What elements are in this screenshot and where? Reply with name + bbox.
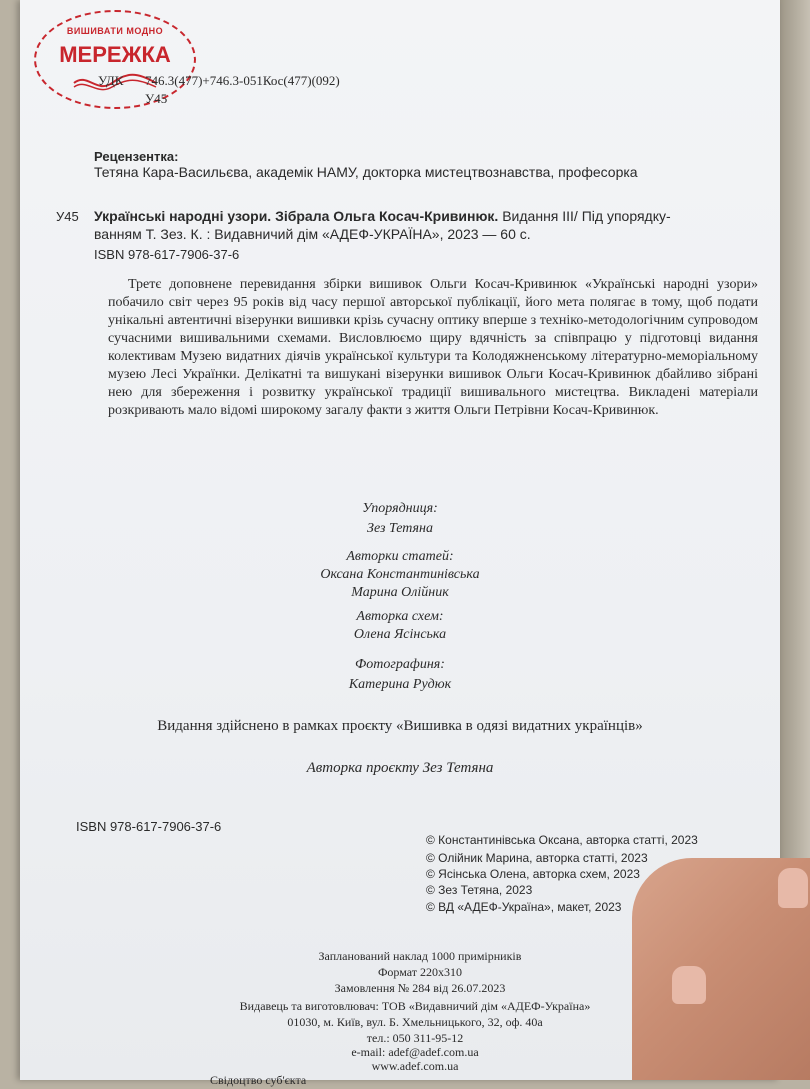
- authors-label: Авторки статей:: [346, 549, 454, 564]
- logo-tagline: ВИШИВАТИ МОДНО: [66, 26, 164, 36]
- logo-name: МЕРЕЖКА: [59, 42, 171, 67]
- record-title: Українські народні узори. Зібрала Ольга Косач-Кривинюк.: [94, 208, 499, 224]
- record-isbn: ISBN 978-617-7906-37-6: [94, 247, 240, 262]
- website: www.adef.com.ua: [371, 1059, 459, 1073]
- reviewer-text: Тетяна Кара-Васильєва, академік НАМУ, докторка мистецтвознавства, професорка: [94, 164, 638, 180]
- copyright-line: © Зез Тетяна, 2023: [426, 883, 533, 897]
- udk-code: 746.3(477)+746.3-051Кос(477)(092): [145, 73, 340, 88]
- compiler-name: Зез Тетяна: [367, 521, 433, 536]
- fingernail: [672, 966, 706, 1004]
- record-cutter: У45: [56, 209, 79, 224]
- author-1: Оксана Константинівська: [320, 567, 480, 582]
- photo-name: Катерина Рудюк: [348, 677, 452, 692]
- project-line: Видання здійснено в рамках проєкту «Вишивка в одязі видатних українців»: [157, 718, 643, 734]
- watermark-logo: [34, 10, 196, 109]
- project-author: Авторка проєкту Зез Тетяна: [306, 760, 494, 776]
- fingernail: [778, 868, 808, 908]
- copyright-line: © Олійник Марина, авторка статті, 2023: [426, 851, 648, 865]
- copyright-line: © Константинівська Оксана, авторка статті, 2023: [426, 833, 698, 847]
- author-2: Марина Олійник: [351, 585, 449, 600]
- address: 01030, м. Київ, вул. Б. Хмельницького, 32, оф. 40а: [287, 1015, 543, 1029]
- abstract-paragraph: Третє доповнене перевидання збірки вишивок Ольги Косач-Кривинюк «Українські народні узори» побачило світ через 95 років від часу першої авторської публікації, його мета полягає в тому, щоб подати унікальні автентичні візерунки вишивки крізь сучасну оптику вперше з техніко-методологічним супроводом сучасними вишивальними схемами. Висловлюємо щиру вдячність за співпрацю у підготовці видання колективам Музею видатних діячів української культури та Колодяжненському літературно-меморіальному музею Лесі Українки. Делікатні та вишукані візерунки вишивок Ольги Косач-Кривинюк дбайливо зібрані нею для збереження і розвитку української традиції вишивального мистецтва. Викладені матеріали розкривають мало відомі широкому загалу факти з життя Ольги Петрівни Косач-Кривинюк.: [108, 277, 758, 418]
- schemes-label: Авторка схем:: [356, 609, 444, 624]
- print-order: Замовлення № 284 від 26.07.2023: [334, 981, 506, 995]
- publisher: Видавець та виготовлювач: ТОВ «Видавничий дім «АДЕФ-Україна»: [239, 999, 591, 1013]
- print-run: Запланований наклад 1000 примірників: [318, 949, 522, 963]
- copyright-line: © Ясінська Олена, авторка схем, 2023: [426, 867, 640, 881]
- copyright-line: © ВД «АДЕФ-Україна», макет, 2023: [426, 900, 622, 914]
- udk-label: УДК: [98, 73, 124, 88]
- schemes-name: Олена Ясінська: [353, 627, 447, 642]
- photo-label: Фотографиня:: [355, 657, 445, 672]
- reviewer-heading: Рецензентка:: [94, 149, 179, 164]
- phone: тел.: 050 311-95-12: [366, 1031, 464, 1045]
- udk-cutter: У45: [145, 91, 168, 106]
- print-format: Формат 220х310: [377, 965, 463, 979]
- email: e-mail: adef@adef.com.ua: [351, 1045, 479, 1059]
- record-line1: [94, 208, 671, 225]
- isbn-bottom: ISBN 978-617-7906-37-6: [76, 819, 222, 834]
- record-rest: Видання ІІІ/ Під упорядку-: [502, 208, 671, 224]
- compiler-label: Упорядниця:: [362, 501, 438, 516]
- hand-holding-page: [632, 858, 810, 1080]
- record-line2: ванням Т. Зез. К. : Видавничий дім «АДЕФ-УКРАЇНА», 2023 — 60 с.: [94, 226, 531, 242]
- certificate: Свідоцтво суб'єкта: [210, 1073, 307, 1087]
